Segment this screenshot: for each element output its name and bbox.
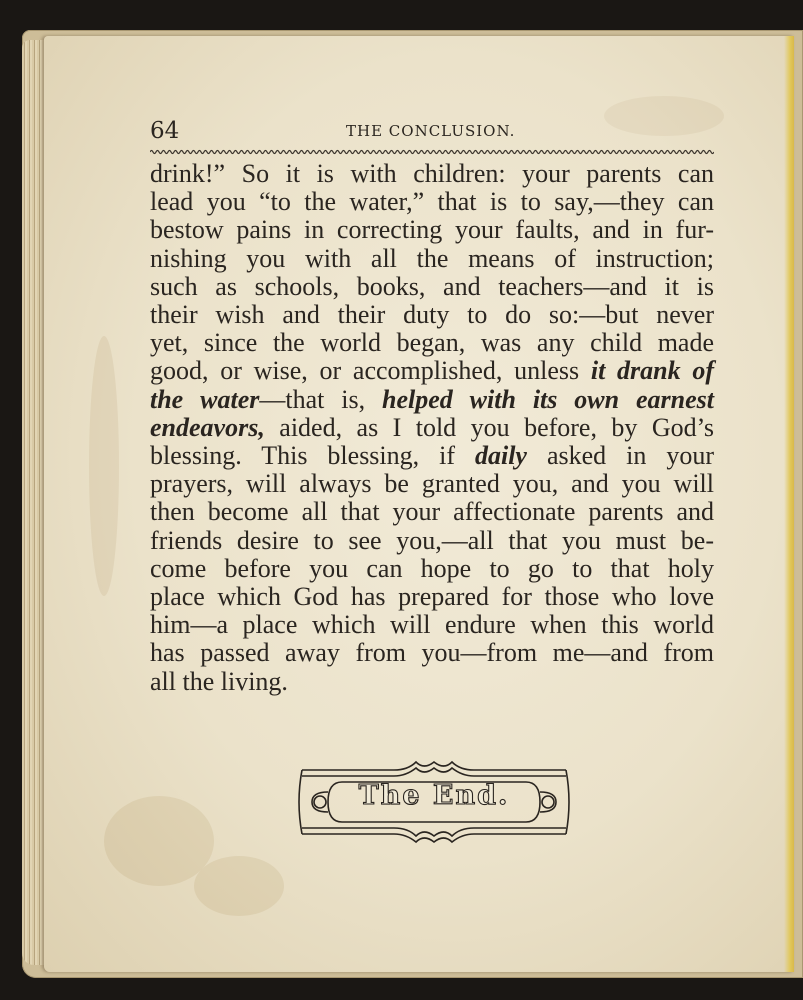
text-segment: place which God has prepared for those who love [150,582,714,612]
text-line [150,639,714,667]
text-segment: prayers, will always be granted you, and you will [150,469,714,499]
text-line [150,470,714,498]
text-line [150,329,714,357]
text-line [150,357,714,385]
running-head: THE CONCLUSION. [346,122,516,140]
wavy-rule [150,147,714,157]
italic-phrase: it drank of [590,356,714,386]
text-segment: has passed away from you—from me—and from [150,638,714,668]
body-text [150,160,714,696]
text-segment: good, or wise, or accomplished, unless [150,356,591,386]
age-stain [89,336,119,596]
text-line [150,668,714,696]
text-segment: their wish and their duty to do so:—but never [150,300,714,330]
text-segment: lead you “to the water,” that is to say,—they can [150,187,714,217]
text-line [150,245,714,273]
text-segment: such as schools, books, and teachers—and it is [150,271,714,301]
page-number: 64 [150,118,180,144]
text-segment: friends desire to see you,—all that you must be- [150,525,714,555]
text-segment: come before you can hope to go to that holy [150,553,714,583]
text-segment: blessing. This blessing, if [150,441,475,471]
text-line [150,301,714,329]
text-line [150,414,714,442]
text-segment: aided, as I told you before, by God’s [264,412,714,442]
text-segment: all the living. [150,666,288,696]
page-header [150,118,710,148]
text-line [150,583,714,611]
text-line [150,216,714,244]
text-segment: nishing you with all the means of instruction; [150,243,714,273]
text-segment: drink!” So it is with children: your parents can [150,159,714,188]
text-segment: yet, since the world began, was any child made [150,328,714,358]
text-line [150,527,714,555]
text-line [150,188,714,216]
italic-phrase: endeavors, [150,412,265,442]
text-line [150,442,714,470]
text-line [150,160,714,188]
italic-phrase: helped with its own earnest [382,384,714,414]
text-line [150,498,714,526]
italic-phrase: the water [150,384,260,414]
text-segment: him—a place which will endure when this world [150,610,714,640]
text-segment: asked in your [526,441,714,471]
the-end-text: The End. [358,780,510,811]
text-line [150,611,714,639]
text-segment: then become all that your affectionate parents and [150,497,714,527]
italic-phrase: daily [474,441,527,471]
text-line [150,386,714,414]
text-line [150,555,714,583]
text-line [150,273,714,301]
text-segment: —that is, [259,384,382,414]
age-stain [194,856,284,916]
text-segment: bestow pains in correcting your faults, and in fur- [150,215,714,245]
